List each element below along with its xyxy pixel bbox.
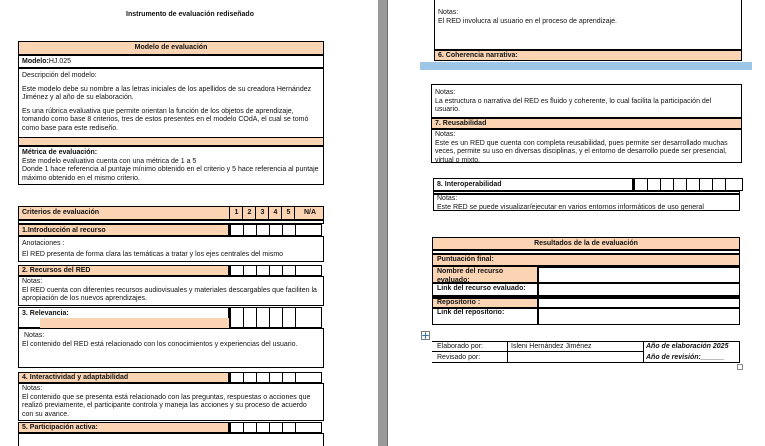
resize-handle-icon[interactable] [737,364,743,370]
final-score-label: Puntuación final: [432,254,740,266]
criterion-2-notes [18,276,324,306]
score-col-5: 5 [286,209,291,216]
model-label: Modelo: [22,58,49,65]
model-value: HJ.025 [48,58,72,65]
year-review: Año de revisión:______ [646,354,725,361]
model-header: Modelo de evaluación [18,41,324,55]
criterion-7-title: 7. Reusabilidad [431,118,742,129]
made-by-label-line [432,351,507,352]
criterion-4-notes [18,383,324,421]
criterion-3-notes-label: Notas: [24,332,45,339]
metrics-text: Este modelo evaluativo cuenta con una métrica de 1 a 5 Donde 1 hace referencia al puntaje mínimo obtenido en el criterio y 5 hace referencia al puntaje máximo obtenido en el mismo criterio. [22,157,319,182]
criterion-3-scores[interactable] [229,307,322,328]
score-col-2: 2 [247,209,252,216]
criterion-4-title: 4. Interactividad y adaptabilidad [18,372,229,383]
model-row [18,55,324,68]
criterion-4-scores[interactable] [229,372,322,383]
repository-link-value[interactable] [538,308,740,325]
signature-vline-2 [643,341,644,363]
signature-top-line [432,341,740,342]
criterion-6-notes-label: Notas: [435,89,456,96]
signature-vline-3 [739,341,740,363]
criterion-1-notes-label: Anotaciones : [22,240,65,247]
criterion-1-scores[interactable] [229,224,322,236]
criteria-header: Criterios de evaluación [22,209,100,216]
score-col-na: N/A [303,209,317,216]
page-gutter [378,0,387,446]
repository-link-label: Link del repositorio: [432,308,538,325]
resource-name-value[interactable] [538,266,740,283]
criterion-2-title: 2. Recursos del RED [18,265,229,276]
criterion-3-shade [40,318,229,328]
criterion-8-notes-label: Notas: [437,195,458,202]
criterion-5-notes-start [18,433,324,446]
repository-value[interactable] [538,298,740,308]
description-title: Descripción del modelo: [22,72,97,79]
criterion-7-notes [431,129,742,163]
description-p2: Es una rúbrica evaluativa que permite orientan la función de los objetos de aprendizaje, tomando como base 8 criterios, tres de estos presentes en el modelo COdA, el cual se tomó como base para este rediseño. [22,107,309,132]
score-col-4: 4 [273,209,278,216]
criterion-6-notes [431,84,742,118]
page-break-separator [420,62,752,70]
criterion-6-title: 6. Coherencia narrativa: [434,50,742,61]
results-header: Resultados de la de evaluación [432,237,740,250]
criterion-4-notes-label: Notas: [22,385,43,392]
description-block [18,68,324,138]
year-made: Año de elaboración 2025 [646,343,729,350]
score-col-3: 3 [260,209,265,216]
made-by-value-line [508,351,643,352]
description-p1: Este modelo debe su nombre a las letras iniciales de los apellidos de su creadora Hernández Jiménez y al año de su elaboración. [22,85,312,101]
metrics-title: Métrica de evaluación: [22,149,98,156]
description-spacer [18,138,324,146]
criterion-2-notes-label: Notas: [22,278,43,285]
criterion-4-notes-text: El contenido que se presenta está relacionado con las preguntas, respuestas o acciones que realizó previamente, el participante controla y maneja las acciones y su proceso de acuerdo con su avance. [22,393,311,418]
criterion-5-title: 5. Participación activa: [18,422,229,433]
score-col-1: 1 [234,209,239,216]
criterion-8-notes-text: Este RED se puede visualizar/ejecutar en varios entornos informáticos de uso general [437,203,704,211]
criterion-3-notes [18,328,324,368]
criterion-7-notes-label: Notas: [435,131,456,138]
criterion-7-notes-text: Este es un RED que cuenta con completa reusabilidad, pues permite ser desarrollado muchas veces, permite su uso en diversas disciplinas, y el entorno de desarrollo puede ser presencial, virtual o mixto. [435,139,728,164]
criterion-6-notes-text: La estructura o narrativa del RED es fluido y coherente, lo cual facilita la participación del usuario. [435,97,712,113]
resource-name-label: Nombre del recurso evaluado: [432,266,538,283]
header-grid [229,206,320,220]
criterion-8-scores[interactable] [633,178,743,191]
resource-link-label: Link del recurso evaluado: [432,283,538,296]
criterion-8-notes [433,194,740,211]
criterion-3-title: 3. Relevancia: [18,307,229,328]
page-gutter-edge [387,0,388,446]
criterion-3-notes-text: El contenido del RED está relacionado con los conocimientos y experiencias del usuario. [22,340,298,348]
made-by-label: Elaborado por: [437,343,483,350]
criterion-2-notes-text: El RED cuenta con diferentes recursos audiovisuales y materiales descargables que faciliten la apropiación de los nuevos aprendizajes. [22,286,317,302]
criterion-5-notes-text: El RED involucra al usuario en el proceso de aprendizaje. [438,17,617,25]
repository-label: Repositorio : [432,298,538,308]
resource-link-value[interactable] [538,283,740,296]
document-title: Instrumento de evaluación rediseñado [126,11,254,18]
move-handle-icon[interactable] [421,331,430,340]
metrics-block [18,146,324,185]
reviewed-by-label: Revisado por: [437,354,481,361]
criterion-1-notes-text: El RED presenta de forma clara las temáticas a tratar y los ejes centrales del mismo [22,250,284,258]
made-by-value: Isleni Hernández Jiménez [511,343,592,350]
criterion-1-title: 1.Introducción al recurso [18,224,229,236]
criterion-1-notes [18,236,324,262]
criterion-5-scores[interactable] [229,422,322,433]
criterion-5-notes [434,0,742,50]
criterion-5-notes-label: Notas: [438,9,459,16]
criterion-8-title: 8. Interoperabilidad [433,178,633,191]
criterion-2-scores[interactable] [229,265,322,276]
signature-vline-1 [507,341,508,363]
